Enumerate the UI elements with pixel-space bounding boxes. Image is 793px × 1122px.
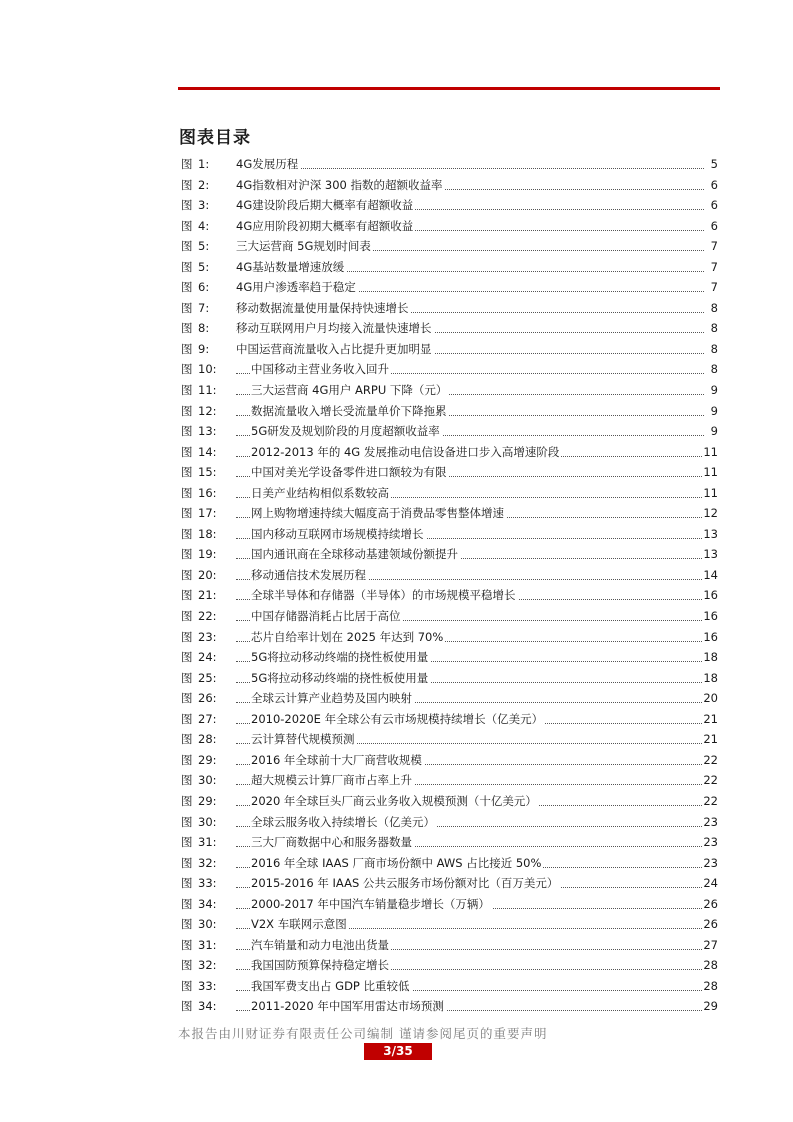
figure-number: 8: bbox=[198, 321, 210, 336]
figure-title[interactable]: V2X 车联网示意图 bbox=[251, 914, 349, 935]
page-number[interactable]: 21 bbox=[703, 709, 718, 730]
page-number[interactable]: 27 bbox=[703, 935, 718, 956]
figure-label: 图 bbox=[181, 876, 193, 891]
figure-title[interactable]: 5G将拉动移动终端的挠性板使用量 bbox=[251, 647, 430, 668]
figure-label: 图 bbox=[181, 239, 193, 254]
figure-label: 图 bbox=[181, 691, 193, 706]
figure-number: 15: bbox=[198, 465, 217, 480]
figure-label: 图 bbox=[181, 670, 193, 685]
toc-entry[interactable] bbox=[181, 298, 718, 319]
toc-entry[interactable] bbox=[181, 216, 718, 237]
figure-label: 图 bbox=[181, 341, 193, 356]
dot-leader bbox=[236, 168, 704, 169]
toc-entry[interactable] bbox=[181, 935, 718, 956]
figure-title[interactable]: 三大运营商 5G规划时间表 bbox=[236, 236, 373, 257]
figure-label: 图 bbox=[181, 567, 193, 582]
toc-entry[interactable] bbox=[181, 750, 718, 771]
toc-entry[interactable] bbox=[181, 729, 718, 750]
toc-entry[interactable] bbox=[181, 339, 718, 360]
figure-label: 图 bbox=[181, 855, 193, 870]
figure-number: 10: bbox=[198, 362, 217, 377]
toc-entry[interactable] bbox=[181, 257, 718, 278]
figure-title[interactable]: 我国国防预算保持稳定增长 bbox=[251, 955, 391, 976]
toc-entry[interactable] bbox=[181, 318, 718, 339]
figure-label: 图 bbox=[181, 793, 193, 808]
figure-number: 34: bbox=[198, 896, 217, 911]
figure-number: 24: bbox=[198, 650, 217, 665]
toc-entry[interactable] bbox=[181, 770, 718, 791]
page-number[interactable]: 28 bbox=[703, 976, 718, 997]
figure-label: 图 bbox=[181, 814, 193, 829]
page-number[interactable]: 23 bbox=[703, 853, 718, 874]
figure-title[interactable]: 2016 年全球 IAAS 厂商市场份额中 AWS 占比接近 50% bbox=[251, 853, 543, 874]
page-number[interactable]: 6 bbox=[711, 175, 718, 196]
figure-number: 18: bbox=[198, 526, 217, 541]
toc-entry[interactable] bbox=[181, 277, 718, 298]
figure-label: 图 bbox=[181, 321, 193, 336]
page-number[interactable]: 7 bbox=[711, 277, 718, 298]
figure-number: 30: bbox=[198, 917, 217, 932]
page-number[interactable]: 7 bbox=[711, 236, 718, 257]
figure-number: 22: bbox=[198, 609, 217, 624]
page-number[interactable]: 16 bbox=[703, 627, 718, 648]
figure-label: 图 bbox=[181, 506, 193, 521]
figure-title[interactable]: 4G指数相对沪深 300 指数的超额收益率 bbox=[236, 175, 445, 196]
figure-label: 图 bbox=[181, 835, 193, 850]
toc-entry[interactable] bbox=[181, 462, 718, 483]
page-title: 图表目录 bbox=[179, 128, 251, 148]
page-number[interactable]: 9 bbox=[711, 380, 718, 401]
figure-label: 图 bbox=[181, 485, 193, 500]
figure-title[interactable]: 中国移动主营业务收入回升 bbox=[251, 359, 391, 380]
figure-label: 图 bbox=[181, 773, 193, 788]
page-number[interactable]: 12 bbox=[703, 503, 718, 524]
page-number[interactable]: 23 bbox=[703, 832, 718, 853]
figure-label: 图 bbox=[181, 465, 193, 480]
toc-entry[interactable] bbox=[181, 503, 718, 524]
figure-title[interactable]: 4G应用阶段初期大概率有超额收益 bbox=[236, 216, 415, 237]
figure-title[interactable]: 5G研发及规划阶段的月度超额收益率 bbox=[251, 421, 442, 442]
page-number[interactable]: 6 bbox=[711, 195, 718, 216]
figure-label: 图 bbox=[181, 732, 193, 747]
toc-entry[interactable] bbox=[181, 380, 718, 401]
page-number[interactable]: 13 bbox=[703, 524, 718, 545]
toc-entry[interactable] bbox=[181, 401, 718, 422]
figure-title[interactable]: 2015-2016 年 IAAS 公共云服务市场份额对比（百万美元） bbox=[251, 873, 560, 894]
figure-label: 图 bbox=[181, 403, 193, 418]
page-number[interactable]: 16 bbox=[703, 606, 718, 627]
figure-label: 图 bbox=[181, 711, 193, 726]
page-number[interactable]: 11 bbox=[703, 442, 718, 463]
toc-entry[interactable] bbox=[181, 709, 718, 730]
figure-number: 1: bbox=[198, 157, 210, 171]
figure-label: 图 bbox=[181, 629, 193, 644]
figure-title[interactable]: 国内通讯商在全球移动基建领域份额提升 bbox=[251, 544, 460, 565]
toc-entry[interactable] bbox=[181, 565, 718, 586]
page-number[interactable]: 20 bbox=[703, 688, 718, 709]
figure-title[interactable]: 数据流量收入增长受流量单价下降拖累 bbox=[251, 401, 449, 422]
figure-number: 30: bbox=[198, 814, 217, 829]
figure-title[interactable]: 网上购物增速持续大幅度高于消费品零售整体增速 bbox=[251, 503, 506, 524]
figure-label: 图 bbox=[181, 280, 193, 295]
figure-label: 图 bbox=[181, 383, 193, 398]
figure-number: 26: bbox=[198, 691, 217, 706]
toc-entry[interactable] bbox=[181, 996, 718, 1017]
page-number[interactable]: 6 bbox=[711, 216, 718, 237]
toc-entry[interactable] bbox=[181, 195, 718, 216]
page-number[interactable]: 22 bbox=[703, 791, 718, 812]
figure-label: 图 bbox=[181, 752, 193, 767]
toc-entry[interactable] bbox=[181, 812, 718, 833]
figure-title[interactable]: 2010-2020E 年全球公有云市场规模持续增长（亿美元） bbox=[251, 709, 545, 730]
figure-label: 图 bbox=[181, 937, 193, 952]
figure-label: 图 bbox=[181, 609, 193, 624]
page-number[interactable]: 9 bbox=[711, 421, 718, 442]
figure-title[interactable]: 移动通信技术发展历程 bbox=[251, 565, 368, 586]
figure-label: 图 bbox=[181, 157, 193, 171]
page-number[interactable]: 8 bbox=[711, 359, 718, 380]
figure-label: 图 bbox=[181, 259, 193, 274]
figure-title[interactable]: 三大运营商 4G用户 ARPU 下降（元） bbox=[251, 380, 449, 401]
figure-label: 图 bbox=[181, 362, 193, 377]
figure-number: 16: bbox=[198, 485, 217, 500]
toc-entry[interactable] bbox=[181, 976, 718, 997]
figure-number: 12: bbox=[198, 403, 217, 418]
figure-title[interactable]: 中国存储器消耗占比居于高位 bbox=[251, 606, 403, 627]
figure-title[interactable]: 4G基站数量增速放缓 bbox=[236, 257, 346, 278]
figure-title[interactable]: 国内移动互联网市场规模持续增长 bbox=[251, 524, 426, 545]
toc-entry[interactable] bbox=[181, 627, 718, 648]
page-number[interactable]: 11 bbox=[703, 462, 718, 483]
figure-number: 9: bbox=[198, 341, 210, 356]
figure-label: 图 bbox=[181, 198, 193, 213]
toc-entry[interactable] bbox=[181, 688, 718, 709]
toc-entry[interactable] bbox=[181, 894, 718, 915]
figure-number: 13: bbox=[198, 424, 217, 439]
figure-number: 21: bbox=[198, 588, 217, 603]
page-number[interactable]: 29 bbox=[703, 996, 718, 1017]
figure-title[interactable]: 我国军费支出占 GDP 比重较低 bbox=[251, 976, 412, 997]
page-number[interactable]: 13 bbox=[703, 544, 718, 565]
figure-number: 25: bbox=[198, 670, 217, 685]
page-number[interactable]: 26 bbox=[703, 914, 718, 935]
toc-entry[interactable] bbox=[181, 483, 718, 504]
page-number[interactable]: 8 bbox=[711, 339, 718, 360]
toc-entry[interactable] bbox=[181, 421, 718, 442]
figure-label: 图 bbox=[181, 650, 193, 665]
toc-entry[interactable] bbox=[181, 647, 718, 668]
toc-entry[interactable] bbox=[181, 914, 718, 935]
page-number[interactable]: 21 bbox=[703, 729, 718, 750]
figure-label: 图 bbox=[181, 444, 193, 459]
figure-number: 27: bbox=[198, 711, 217, 726]
page-number[interactable]: 9 bbox=[711, 401, 718, 422]
figure-number: 33: bbox=[198, 876, 217, 891]
figure-title[interactable]: 汽车销量和动力电池出货量 bbox=[251, 935, 391, 956]
figure-number: 28: bbox=[198, 732, 217, 747]
figure-label: 图 bbox=[181, 177, 193, 192]
toc-entry[interactable] bbox=[181, 236, 718, 257]
page-number[interactable]: 18 bbox=[703, 647, 718, 668]
figure-title[interactable]: 移动互联网用户月均接入流量快速增长 bbox=[236, 318, 434, 339]
figure-number: 33: bbox=[198, 978, 217, 993]
figure-number: 6: bbox=[198, 280, 210, 295]
figure-number: 32: bbox=[198, 958, 217, 973]
footer-disclaimer: 本报告由川财证券有限责任公司编制 谨请参阅尾页的重要声明 bbox=[178, 1026, 548, 1041]
figure-title[interactable]: 全球半导体和存储器（半导体）的市场规模平稳增长 bbox=[251, 585, 518, 606]
figure-number: 31: bbox=[198, 937, 217, 952]
figure-number: 31: bbox=[198, 835, 217, 850]
toc-entry[interactable] bbox=[181, 154, 718, 175]
figure-number: 11: bbox=[198, 383, 217, 398]
page-number[interactable]: 23 bbox=[703, 812, 718, 833]
figure-title[interactable]: 5G将拉动移动终端的挠性板使用量 bbox=[251, 668, 430, 689]
page-number[interactable]: 22 bbox=[703, 770, 718, 791]
page-number[interactable]: 28 bbox=[703, 955, 718, 976]
table-of-figures bbox=[181, 154, 718, 1017]
page-number[interactable]: 18 bbox=[703, 668, 718, 689]
figure-label: 图 bbox=[181, 218, 193, 233]
figure-number: 17: bbox=[198, 506, 217, 521]
toc-entry[interactable] bbox=[181, 442, 718, 463]
toc-entry[interactable] bbox=[181, 524, 718, 545]
page-number[interactable]: 8 bbox=[711, 298, 718, 319]
figure-title[interactable]: 云计算替代规模预测 bbox=[251, 729, 357, 750]
figure-number: 3: bbox=[198, 198, 210, 213]
page-number[interactable]: 26 bbox=[703, 894, 718, 915]
figure-number: 34: bbox=[198, 999, 217, 1014]
page-number[interactable]: 5 bbox=[711, 154, 718, 175]
figure-number: 29: bbox=[198, 752, 217, 767]
figure-number: 5: bbox=[198, 239, 210, 254]
figure-label: 图 bbox=[181, 958, 193, 973]
figure-number: 29: bbox=[198, 793, 217, 808]
toc-entry[interactable] bbox=[181, 606, 718, 627]
toc-entry[interactable] bbox=[181, 585, 718, 606]
figure-label: 图 bbox=[181, 588, 193, 603]
page-number[interactable]: 7 bbox=[711, 257, 718, 278]
page-number[interactable]: 22 bbox=[703, 750, 718, 771]
toc-entry[interactable] bbox=[181, 359, 718, 380]
figure-title[interactable]: 2016 年全球前十大厂商营收规模 bbox=[251, 750, 424, 771]
figure-title[interactable]: 日美产业结构相似系数较高 bbox=[251, 483, 391, 504]
toc-entry[interactable] bbox=[181, 832, 718, 853]
toc-entry[interactable] bbox=[181, 791, 718, 812]
page-number[interactable]: 24 bbox=[703, 873, 718, 894]
page-number[interactable]: 8 bbox=[711, 318, 718, 339]
figure-title[interactable]: 中国对美光学设备零件进口额较为有限 bbox=[251, 462, 449, 483]
figure-number: 7: bbox=[198, 300, 210, 315]
figure-title[interactable]: 全球云服务收入持续增长（亿美元） bbox=[251, 812, 437, 833]
figure-number: 30: bbox=[198, 773, 217, 788]
figure-title[interactable]: 芯片自给率计划在 2025 年达到 70% bbox=[251, 627, 445, 648]
figure-title[interactable]: 2000-2017 年中国汽车销量稳步增长（万辆） bbox=[251, 894, 492, 915]
figure-label: 图 bbox=[181, 300, 193, 315]
page-number[interactable]: 11 bbox=[703, 483, 718, 504]
page-number[interactable]: 16 bbox=[703, 585, 718, 606]
figure-title[interactable]: 移动数据流量使用量保持快速增长 bbox=[236, 298, 411, 319]
toc-entry[interactable] bbox=[181, 955, 718, 976]
toc-entry[interactable] bbox=[181, 853, 718, 874]
toc-entry[interactable] bbox=[181, 175, 718, 196]
figure-title[interactable]: 2012-2013 年的 4G 发展推动电信设备进口步入高增速阶段 bbox=[251, 442, 561, 463]
figure-title[interactable]: 中国运营商流量收入占比提升更加明显 bbox=[236, 339, 434, 360]
figure-title[interactable]: 2020 年全球巨头厂商云业务收入规模预测（十亿美元） bbox=[251, 791, 539, 812]
figure-label: 图 bbox=[181, 896, 193, 911]
header-rule bbox=[178, 87, 720, 90]
figure-number: 14: bbox=[198, 444, 217, 459]
figure-label: 图 bbox=[181, 547, 193, 562]
figure-label: 图 bbox=[181, 526, 193, 541]
figure-number: 19: bbox=[198, 547, 217, 562]
toc-entry[interactable] bbox=[181, 668, 718, 689]
figure-title[interactable]: 4G建设阶段后期大概率有超额收益 bbox=[236, 195, 415, 216]
figure-title[interactable]: 超大规模云计算厂商市占率上升 bbox=[251, 770, 414, 791]
toc-entry[interactable] bbox=[181, 873, 718, 894]
figure-title[interactable]: 2011-2020 年中国军用雷达市场预测 bbox=[251, 996, 446, 1017]
figure-label: 图 bbox=[181, 917, 193, 932]
toc-entry[interactable] bbox=[181, 544, 718, 565]
figure-label: 图 bbox=[181, 424, 193, 439]
figure-title[interactable]: 4G发展历程 bbox=[236, 154, 300, 175]
page-number-badge: 3/35 bbox=[364, 1043, 432, 1060]
figure-title[interactable]: 三大厂商数据中心和服务器数量 bbox=[251, 832, 414, 853]
figure-title[interactable]: 全球云计算产业趋势及国内映射 bbox=[251, 688, 414, 709]
figure-number: 32: bbox=[198, 855, 217, 870]
figure-number: 4: bbox=[198, 218, 210, 233]
page-number[interactable]: 14 bbox=[703, 565, 718, 586]
figure-title[interactable]: 4G用户渗透率趋于稳定 bbox=[236, 277, 358, 298]
figure-number: 5: bbox=[198, 259, 210, 274]
figure-number: 2: bbox=[198, 177, 210, 192]
figure-label: 图 bbox=[181, 978, 193, 993]
figure-number: 23: bbox=[198, 629, 217, 644]
figure-label: 图 bbox=[181, 999, 193, 1014]
figure-number: 20: bbox=[198, 567, 217, 582]
